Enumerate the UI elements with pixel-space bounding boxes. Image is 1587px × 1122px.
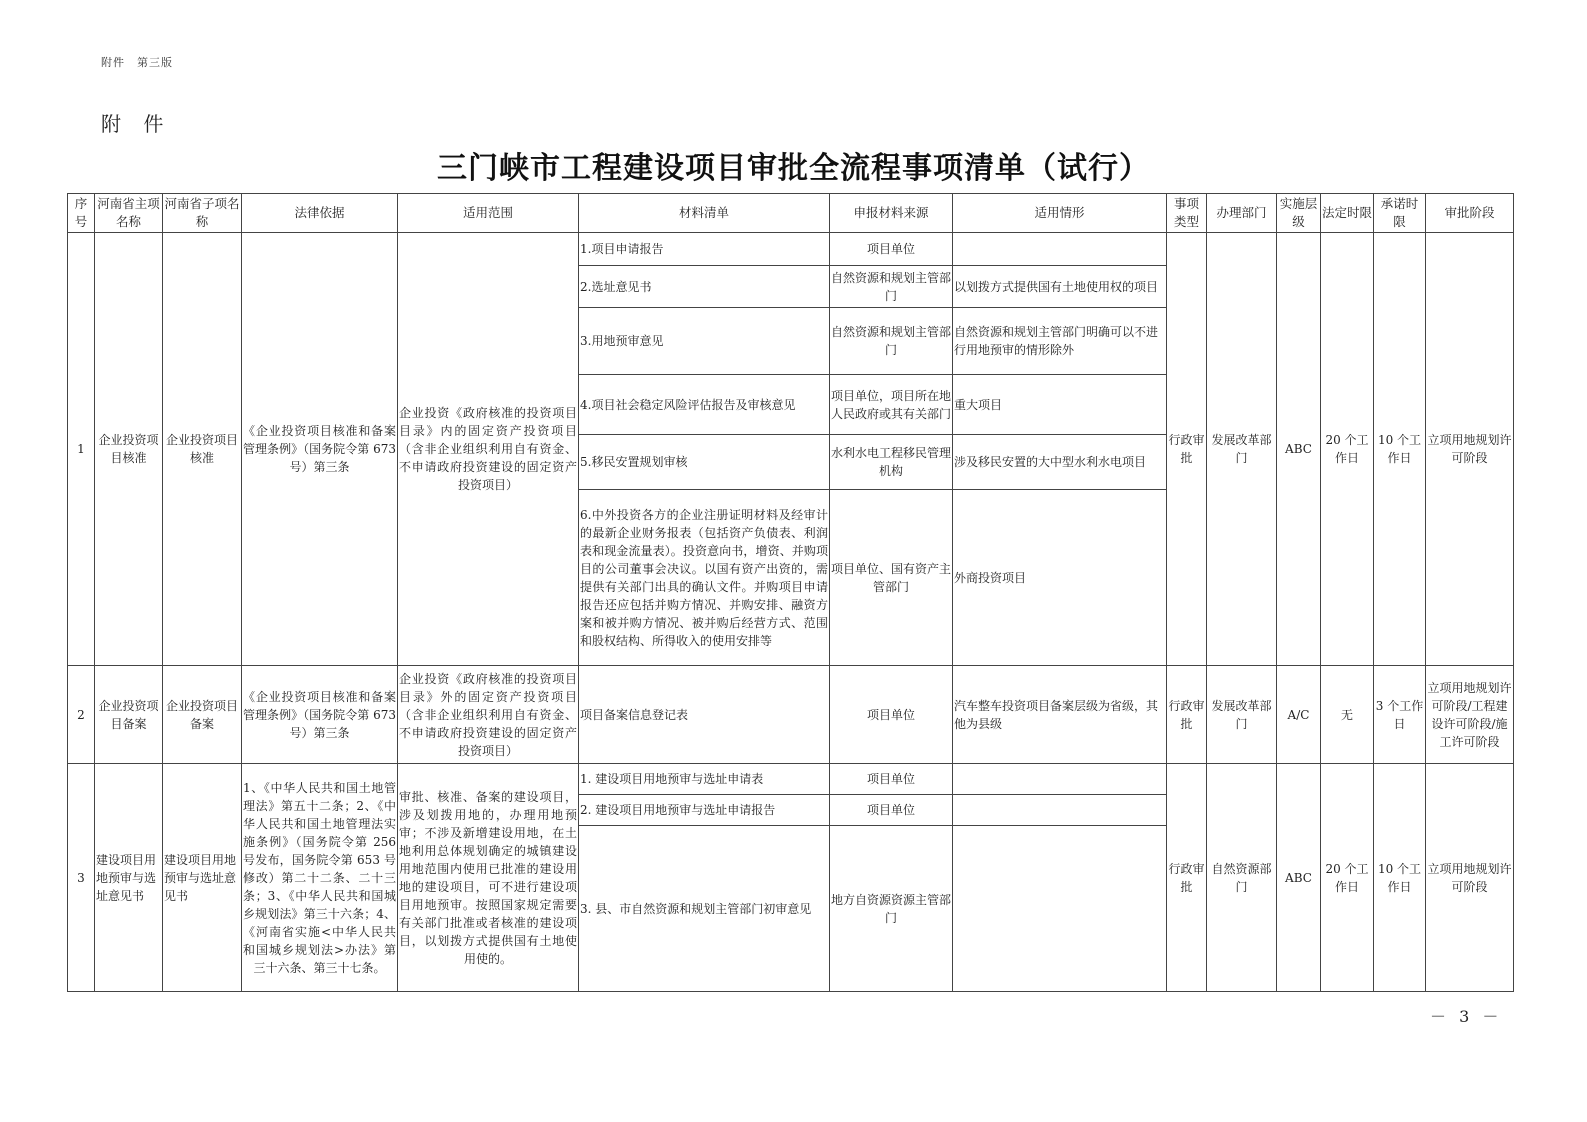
implementation-level: A/C [1277, 666, 1321, 764]
material-condition: 自然资源和规划主管部门明确可以不进行用地预审的情形除外 [953, 308, 1167, 375]
material-name: 6.中外投资各方的企业注册证明材料及经审计的最新企业财务报表（包括资产负债表、利润表和现金流量表）。投资意向书，增资、并购项目的公司董事会决议。以国有资产出资的，需提供有关部门出具的确认文件。并购项目申请报告还应包括并购方情况、并购安排、融资方案和被并购方情况、被并购后经营方式、范围和股权结构、所得收入的使用安排等 [579, 490, 830, 666]
material-source: 项目单位 [830, 666, 953, 764]
legal-time-limit: 无 [1321, 666, 1374, 764]
sub-item-name: 企业投资项目核准 [163, 233, 242, 666]
row-no: 3 [68, 764, 95, 992]
implementation-level: ABC [1277, 764, 1321, 992]
material-name: 3. 县、市自然资源和规划主管部门初审意见 [579, 826, 830, 992]
material-name: 4.项目社会稳定风险评估报告及审核意见 [579, 375, 830, 435]
col-header-type: 事项类型 [1167, 194, 1207, 233]
row-no: 2 [68, 666, 95, 764]
item-type: 行政审批 [1167, 764, 1207, 992]
col-header-promised-limit: 承诺时限 [1374, 194, 1426, 233]
department: 发展改革部门 [1207, 233, 1277, 666]
legal-time-limit: 20 个工作日 [1321, 233, 1374, 666]
page-number: － 3 － [1430, 1007, 1503, 1026]
main-item-name: 建设项目用地预审与选址意见书 [95, 764, 163, 992]
attachment-label: 附 件 [101, 112, 172, 136]
material-name: 项目备案信息登记表 [579, 666, 830, 764]
col-header-source: 申报材料来源 [830, 194, 953, 233]
material-name: 2. 建设项目用地预审与选址申请报告 [579, 795, 830, 826]
material-name: 2.选址意见书 [579, 266, 830, 308]
material-name: 3.用地预审意见 [579, 308, 830, 375]
legal-time-limit: 20 个工作日 [1321, 764, 1374, 992]
material-condition: 外商投资项目 [953, 490, 1167, 666]
approval-stage: 立项用地规划许可阶段 [1426, 233, 1514, 666]
material-source: 自然资源和规划主管部门 [830, 266, 953, 308]
material-source: 项目单位、国有资产主管部门 [830, 490, 953, 666]
material-source: 项目单位，项目所在地人民政府或其有关部门 [830, 375, 953, 435]
implementation-level: ABC [1277, 233, 1321, 666]
col-header-no: 序号 [68, 194, 95, 233]
col-header-legal-basis: 法律依据 [242, 194, 398, 233]
scope: 企业投资《政府核准的投资项目目录》内的固定资产投资项目（含非企业组织利用自有资金、不申请政府投资建设的固定资产投资项目） [398, 233, 579, 666]
table-row [68, 666, 1514, 764]
material-condition [953, 764, 1167, 795]
material-condition: 重大项目 [953, 375, 1167, 435]
col-header-materials: 材料清单 [579, 194, 830, 233]
item-type: 行政审批 [1167, 233, 1207, 666]
sub-item-name: 建设项目用地预审与选址意见书 [163, 764, 242, 992]
department: 自然资源部门 [1207, 764, 1277, 992]
col-header-main-item: 河南省主项名称 [95, 194, 163, 233]
scope: 企业投资《政府核准的投资项目目录》外的固定资产投资项目（含非企业组织利用自有资金、不申请政府投资建设的固定资产投资项目） [398, 666, 579, 764]
material-condition: 涉及移民安置的大中型水利水电项目 [953, 435, 1167, 490]
promised-time-limit: 10 个工作日 [1374, 233, 1426, 666]
version-note: 附件 第三版 [101, 56, 173, 69]
item-type: 行政审批 [1167, 666, 1207, 764]
department: 发展改革部门 [1207, 666, 1277, 764]
legal-basis: 《企业投资项目核准和备案管理条例》（国务院令第 673 号）第三条 [242, 666, 398, 764]
material-source: 项目单位 [830, 764, 953, 795]
scope: 审批、核准、备案的建设项目，涉及划拨用地的，办理用地预审；不涉及新增建设用地，在土地利用总体规划确定的城镇建设用地范围内使用已批准的建设用地的建设项目，可不进行建设项目用地预审。按照国家规定需要有关部门批准或者核准的建设项目，以划拨方式提供国有土地使用使的。 [398, 764, 579, 992]
col-header-legal-limit: 法定时限 [1321, 194, 1374, 233]
approval-items-table [67, 193, 1514, 992]
material-name: 1.项目申请报告 [579, 233, 830, 266]
main-item-name: 企业投资项目备案 [95, 666, 163, 764]
legal-basis: 《企业投资项目核准和备案管理条例》（国务院令第 673 号）第三条 [242, 233, 398, 666]
material-source: 地方自资源资源主管部门 [830, 826, 953, 992]
legal-basis: 1、《中华人民共和国土地管理法》第五十二条；2、《中华人民共和国土地管理法实施条例》（国务院令第 256 号发布，国务院令第 653 号修改）第二十二条、二十三条；3、《中华人民共和国城乡规划法》第三十六条；4、《河南省实施<中华人民共和国城乡规划法>办法》第三十六条、第三十七条。 [242, 764, 398, 992]
material-source: 项目单位 [830, 795, 953, 826]
table-row [68, 233, 1514, 266]
table-header-row [68, 194, 1514, 233]
col-header-scope: 适用范围 [398, 194, 579, 233]
col-header-stage: 审批阶段 [1426, 194, 1514, 233]
row-no: 1 [68, 233, 95, 666]
table-row [68, 764, 1514, 795]
material-name: 5.移民安置规划审核 [579, 435, 830, 490]
material-condition: 汽车整车投资项目备案层级为省级，其他为县级 [953, 666, 1167, 764]
material-name: 1. 建设项目用地预审与选址申请表 [579, 764, 830, 795]
sub-item-name: 企业投资项目备案 [163, 666, 242, 764]
col-header-condition: 适用情形 [953, 194, 1167, 233]
material-condition [953, 826, 1167, 992]
material-condition [953, 233, 1167, 266]
col-header-department: 办理部门 [1207, 194, 1277, 233]
main-item-name: 企业投资项目核准 [95, 233, 163, 666]
material-source: 水利水电工程移民管理机构 [830, 435, 953, 490]
material-source: 自然资源和规划主管部门 [830, 308, 953, 375]
col-header-level: 实施层级 [1277, 194, 1321, 233]
promised-time-limit: 3 个工作日 [1374, 666, 1426, 764]
approval-stage: 立项用地规划许可阶段 [1426, 764, 1514, 992]
material-condition [953, 795, 1167, 826]
document-title: 三门峡市工程建设项目审批全流程事项清单（试行） [437, 151, 1150, 186]
col-header-sub-item: 河南省子项名称 [163, 194, 242, 233]
material-condition: 以划拨方式提供国有土地使用权的项目 [953, 266, 1167, 308]
approval-stage: 立项用地规划许可阶段/工程建设许可阶段/施工许可阶段 [1426, 666, 1514, 764]
material-source: 项目单位 [830, 233, 953, 266]
promised-time-limit: 10 个工作日 [1374, 764, 1426, 992]
